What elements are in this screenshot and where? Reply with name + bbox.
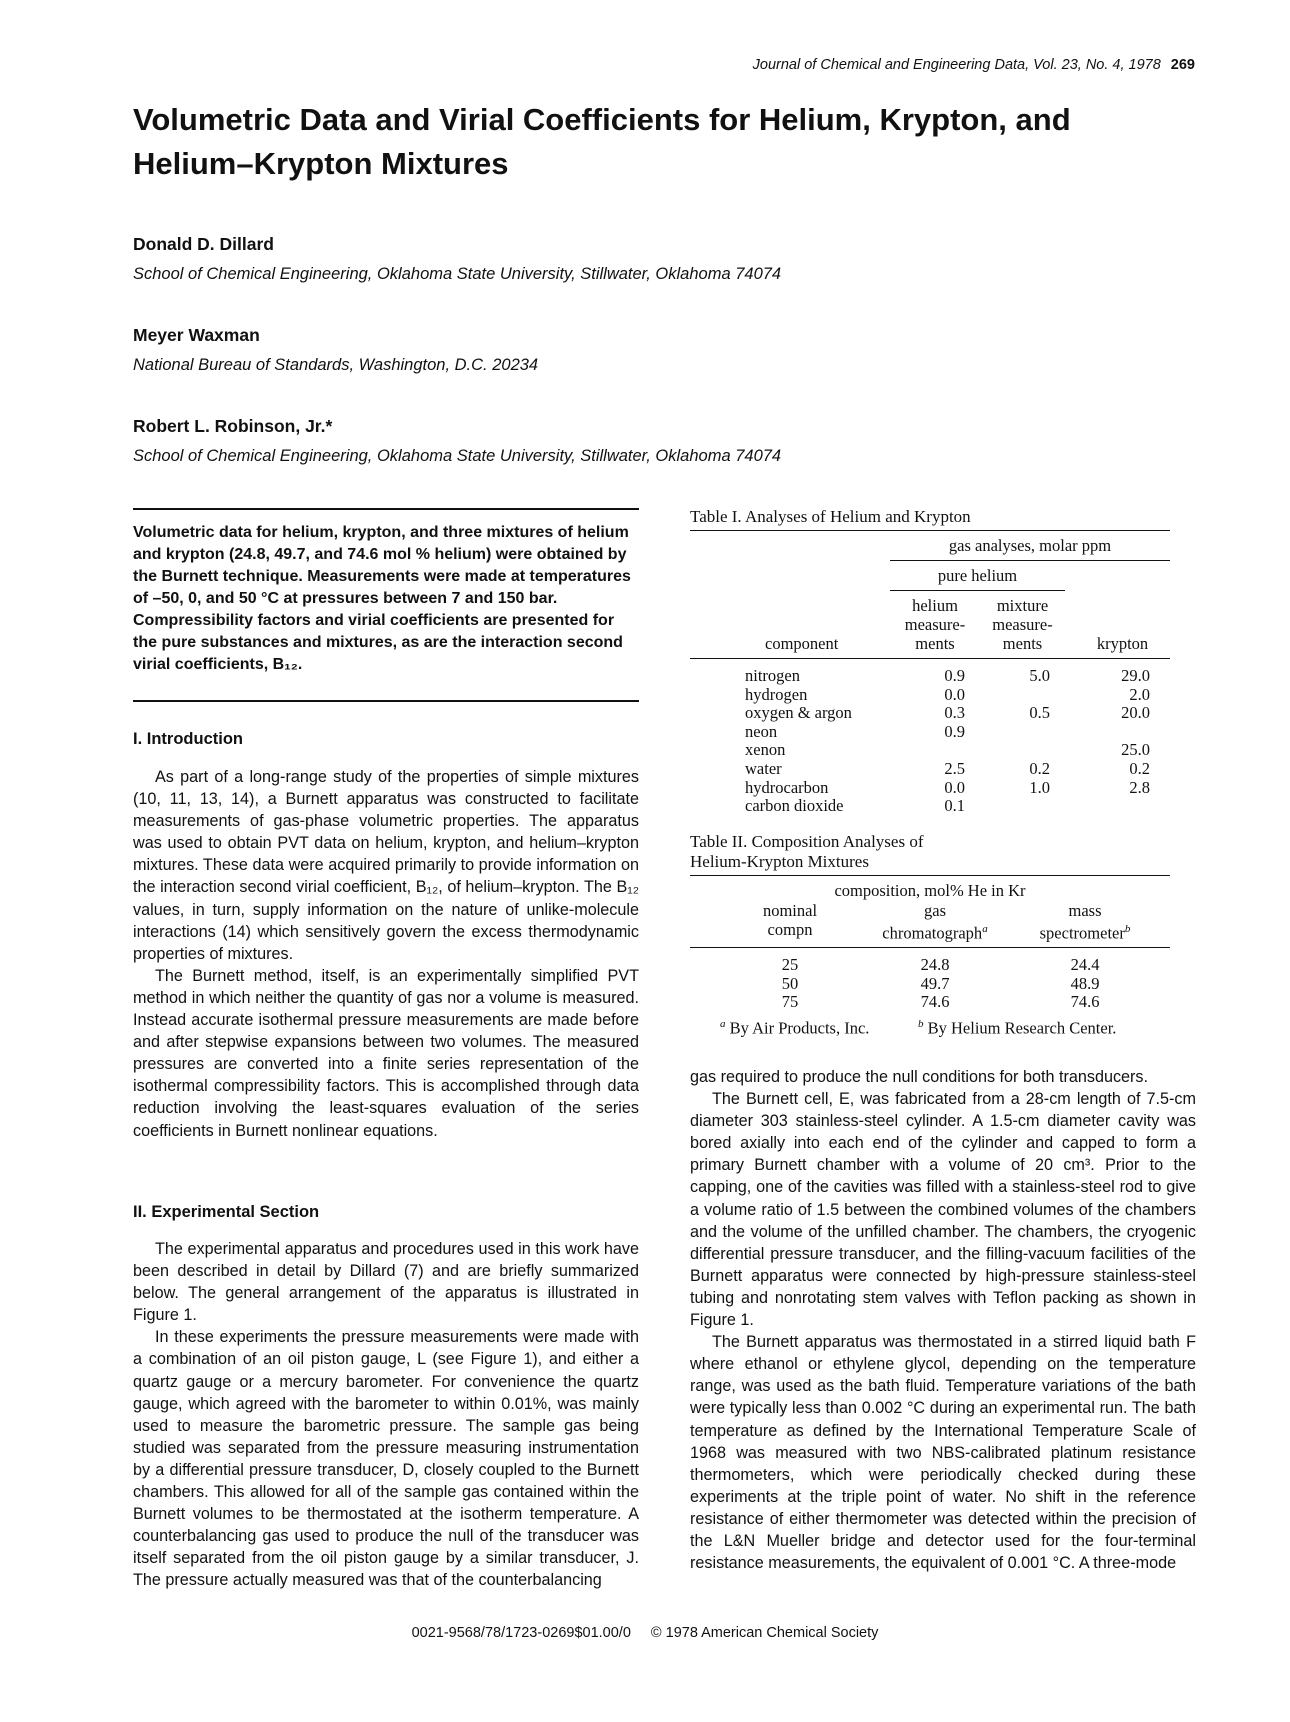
table2-caption-line1: Table II. Composition Analyses of: [690, 832, 924, 851]
footer-copyright: © 1978 American Chemical Society: [650, 1625, 879, 1641]
author-name-1: Donald D. Dillard: [133, 234, 274, 254]
table1-col-mixture-line1: mixture: [996, 596, 1049, 615]
table1-cell-mixture: 0.5: [1029, 703, 1050, 723]
experimental-paragraph-1: The experimental apparatus and procedures used in this work have been described in detail by Dillard (7) and are briefly summarized below. The general arrangement of the apparatus is illustrated in Figure 1.: [133, 1240, 639, 1325]
table1-col-mixture-line3: ments: [1002, 634, 1043, 653]
table1-cell-component: carbon dioxide: [745, 796, 844, 816]
table1-cell-mixture: 0.2: [1029, 759, 1050, 778]
section-heading-experimental: II. Experimental Section: [133, 1203, 320, 1221]
table1-cell-helium: 2.5: [944, 759, 965, 778]
table1-cell-krypton: 2.8: [1129, 777, 1150, 797]
abstract-top-rule: [133, 508, 639, 510]
page-footer: [0, 1625, 1290, 1641]
table2: [690, 875, 1170, 1035]
table1-group-header: gas analyses, molar ppm: [948, 536, 1112, 555]
table1-col-helium: [890, 596, 980, 653]
table2-cell-gas-chromatograph: 74.6: [920, 992, 950, 1012]
table2-col-gas-label: chromatograph: [882, 923, 983, 943]
table1-sub-rule: [890, 590, 1065, 591]
table2-group-header: composition, mol% He in Kr: [834, 881, 1026, 900]
table1-cell-krypton: 29.0: [1121, 666, 1150, 685]
table2-caption-line2: Helium-Krypton Mixtures: [690, 852, 869, 871]
table1: [690, 530, 1170, 830]
table2-cell-mass-spectrometer: 24.4: [1070, 955, 1100, 974]
intro-paragraph-2: The Burnett method, itself, is an experimentally simplified PVT method in which neither the quantity of gas nor a volume is measured. Instead accurate isothermal pressure measurements are made before and after stepwise expansions between two volumes. The measured pressures are converted into a finite series representation of the isothermal compressibility factors. This is accomplished through data reduction involving the least-squares evaluation of the series coefficients in Burnett nonlinear equations.: [133, 966, 639, 1140]
table2-top-rule: [690, 875, 1170, 876]
table2-col-nominal-line2: compn: [767, 920, 813, 939]
table1-cell-krypton: 25.0: [1121, 740, 1150, 760]
table1-cell-component: water: [745, 759, 782, 778]
author-affiliation-1: School of Chemical Engineering, Oklahoma State University, Stillwater, Oklahoma 74074: [133, 265, 782, 283]
table1-col-krypton: krypton: [1096, 634, 1149, 653]
table1-cell-mixture: 1.0: [1029, 777, 1050, 797]
table2-col-mass-line2: [1010, 920, 1160, 943]
table2-footnotes: [690, 1018, 1170, 1042]
table2-footnote-b-text: By Helium Research Center.: [927, 1018, 1117, 1038]
author-affiliation-3: School of Chemical Engineering, Oklahoma State University, Stillwater, Oklahoma 74074: [133, 447, 782, 465]
right-column-body: [690, 1066, 1196, 1574]
table1-cell-component: nitrogen: [745, 666, 800, 685]
page-number: 269: [1170, 57, 1195, 73]
table2-col-mass-line1: mass: [1068, 901, 1102, 920]
table1-cell-component: oxygen & argon: [745, 703, 852, 723]
abstract: Volumetric data for helium, krypton, and three mixtures of helium and krypton (24.8, 49.7, and 74.6 mol % helium) were obtained by the Burnett technique. Measurements were made at temperatures of –50, 0, and 50 °C at pressures between 7 and 150 bar. Compressibility factors and virial coefficients are presented for the pure substances and mixtures, as are the interaction second virial coefficients, B₁₂.: [133, 524, 631, 673]
table1-cell-component: neon: [745, 721, 778, 741]
table2-footnote-a-mark: a: [720, 1018, 726, 1030]
table2-cell-gas-chromatograph: 24.8: [920, 955, 950, 974]
right-paragraph-thermostat: The Burnett apparatus was thermostated in a stirred liquid bath F where ethanol or ethylene glycol, depending on the temperature range, was used as the bath fluid. Temperature variations of the bath were typically less than 0.002 °C during an experimental run. The bath temperature as defined by the International Temperature Scale of 1968 was measured with two NBS-calibrated platinum resistance thermometers, which were periodically checked during these experiments at the triple point of water. No shift in the reference resistance of either thermometer was detected within the precision of the L&N Mueller bridge and detector used for the four-terminal resistance measurements, the equivalent of 0.001 °C. A three-mode: [690, 1333, 1196, 1573]
intro-paragraph-1: As part of a long-range study of the properties of simple mixtures (10, 11, 13, 14), a Burnett apparatus was constructed to facilitate measurements of gas-phase volumetric properties. The apparatus was used to obtain PVT data on helium, krypton, and helium–krypton mixtures. These data were acquired primarily to provide information on the interaction second virial coefficient, B₁₂, of helium–krypton. The B₁₂ values, in turn, supply information on the nature of unlike-molecule interactions (14) which sensitively govern the excess thermodynamic properties of mixtures.: [133, 768, 639, 963]
running-header: [753, 57, 1195, 73]
journal-citation: Journal of Chemical and Engineering Data, Vol. 23, No. 4, 1978: [752, 57, 1161, 73]
table1-cell-krypton: 0.2: [1129, 759, 1150, 778]
table1-cell-helium: 0.9: [944, 666, 965, 685]
table2-footnote-a: [720, 1018, 869, 1039]
table1-cell-helium: 0.9: [944, 721, 965, 741]
table2-cell-mass-spectrometer: 48.9: [1070, 973, 1100, 993]
table1-caption: Table I. Analyses of Helium and Krypton: [690, 507, 971, 526]
table2-col-gas-chromatograph: [860, 901, 1010, 943]
table2-header-rule: [690, 947, 1170, 948]
right-paragraph-continuation: gas required to produce the null conditions for both transducers.: [690, 1068, 1149, 1086]
right-paragraph-burnett-cell: The Burnett cell, E, was fabricated from a 28-cm length of 7.5-cm diameter 303 stainless-steel cylinder. A 1.5-cm diameter cavity was bored axially into each end of the cylinder and capped to form a primary Burnett chamber with a volume of 20 cm³. Prior to the capping, one of the cavities was filled with a stainless-steel rod to give a volume ratio of 1.5 between the combined volumes of the chambers and the volume of the unfilled chamber. The chambers, the cryogenic differential pressure transducer, and the filling-vacuum facilities of the Burnett apparatus were connected by high-pressure stainless-steel tubing and nonrotating stem valves with Teflon packing as shown in Figure 1.: [690, 1090, 1196, 1330]
table1-col-helium-line3: ments: [915, 634, 955, 653]
paper-title: Volumetric Data and Virial Coefficients for Helium, Krypton, and Helium–Krypton Mixtures: [133, 102, 1071, 181]
table1-col-mixture: [980, 596, 1065, 653]
author-name-3: Robert L. Robinson, Jr.*: [133, 416, 333, 436]
table1-cell-component: hydrogen: [745, 684, 808, 704]
table1-cell-krypton: 20.0: [1121, 703, 1150, 723]
table1-cell-helium: 0.1: [944, 796, 965, 816]
table1-cell-krypton: 2.0: [1129, 684, 1150, 704]
table1-col-mixture-line2: measure-: [992, 615, 1053, 634]
table2-col-gas-sup: a: [982, 923, 988, 935]
table2-col-gas-line1: gas: [924, 901, 946, 920]
table1-cell-helium: 0.3: [944, 703, 965, 723]
table1-cell-component: hydrocarbon: [745, 777, 829, 797]
table2-cell-nominal: 25: [781, 955, 799, 974]
table2-col-mass-spectrometer: [1010, 901, 1160, 943]
table2-cell-nominal: 75: [781, 992, 799, 1012]
table1-col-helium-line2: measure-: [904, 615, 966, 634]
table1-col-component: component: [765, 634, 839, 653]
table1-cell-helium: 0.0: [944, 684, 965, 704]
experimental-paragraph-2: In these experiments the pressure measurements were made with a combination of an oil piston gauge, L (see Figure 1), and either a quartz gauge or a mercury barometer. For convenience the quartz gauge, which agreed with the barometer to within 0.01%, was mainly used to measure the barometric pressure. The sample gas being studied was separated from the pressure measuring instrumentation by a differential pressure transducer, D, closely coupled to the Burnett chambers. This allowed for all of the sample gas contained within the Burnett volumes to be thermostated at the isotherm temperature. A counterbalancing gas used to produce the null of the transducer was itself separated from the oil piston gauge by a similar transducer, J. The pressure actually measured was that of the counterbalancing: [133, 1328, 639, 1590]
author-affiliation-2: National Bureau of Standards, Washington, D.C. 20234: [133, 356, 539, 374]
abstract-bottom-rule: [133, 700, 639, 702]
section-heading-introduction: I. Introduction: [133, 730, 243, 748]
table2-col-nominal: [730, 901, 850, 939]
table2-cell-gas-chromatograph: 49.7: [920, 973, 950, 993]
table2-footnote-b-mark: b: [918, 1018, 924, 1030]
table1-header-rule: [690, 658, 1170, 659]
table2-cell-nominal: 50: [781, 973, 799, 993]
table1-cell-component: xenon: [745, 740, 786, 760]
table1-sub-header: pure helium: [937, 566, 1018, 585]
table2-cell-mass-spectrometer: 74.6: [1070, 992, 1100, 1012]
table1-top-rule: [690, 530, 1170, 531]
footer-code: 0021-9568/78/1723-0269$01.00/0: [411, 1625, 631, 1641]
table1-col-helium-line1: helium: [912, 596, 958, 615]
table2-col-gas-line2: [860, 920, 1010, 943]
table2-col-mass-label: spectrometer: [1039, 923, 1125, 943]
author-name-2: Meyer Waxman: [133, 325, 260, 345]
experimental-body: [133, 1238, 639, 1592]
table1-cell-helium: 0.0: [944, 777, 965, 797]
table2-footnote-a-text: By Air Products, Inc.: [729, 1018, 870, 1038]
table1-cell-mixture: 5.0: [1029, 666, 1050, 685]
table2-caption: [690, 832, 923, 872]
table2-col-mass-sup: b: [1124, 923, 1131, 935]
table2-col-nominal-line1: nominal: [762, 901, 818, 920]
introduction-body: [133, 766, 639, 1142]
table2-footnote-b: [918, 1018, 1116, 1039]
table1-group-rule: [890, 560, 1170, 561]
